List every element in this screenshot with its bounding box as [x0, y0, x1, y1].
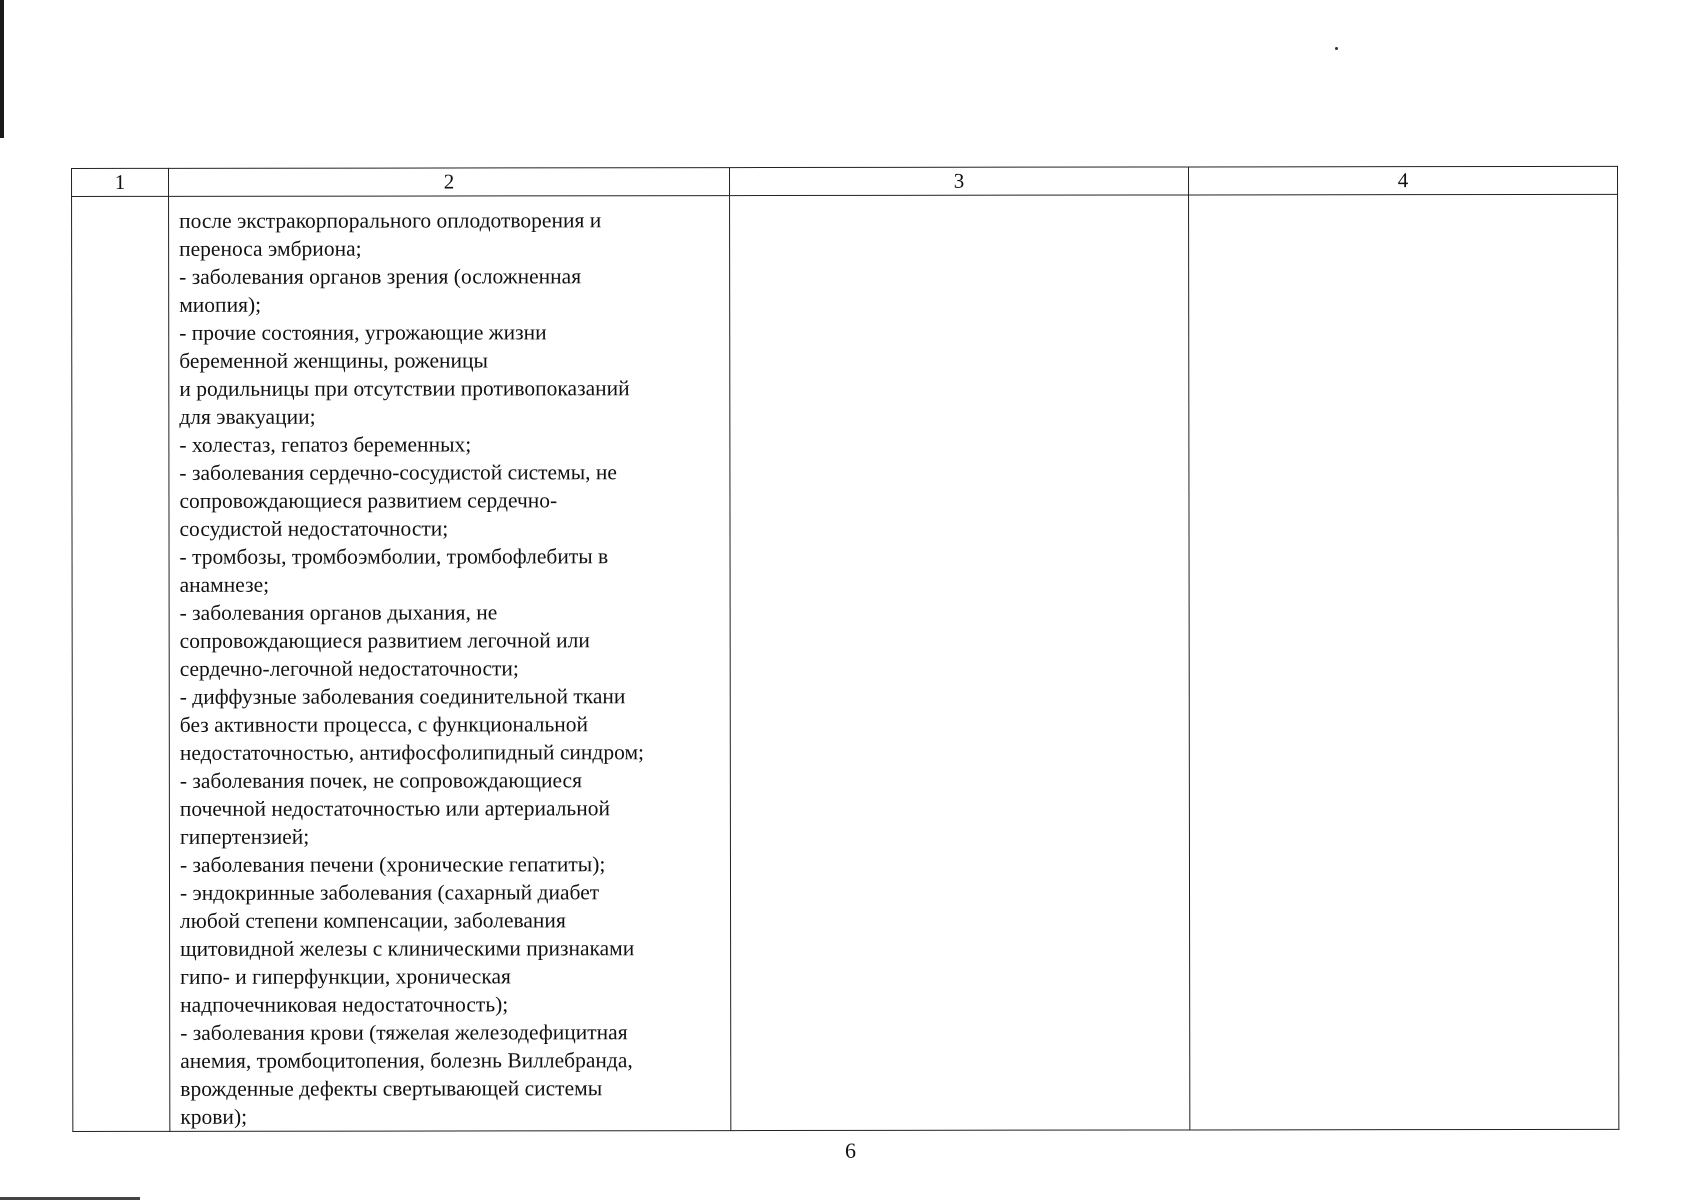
condition-line: - заболевания почек, не сопровождающиеся — [179, 768, 582, 793]
table-row — [72, 194, 1619, 1131]
condition-line: и родильницы при отсутствии противопоказаний — [179, 376, 630, 401]
condition-line: после экстракорпорального оплодотворения и — [179, 208, 602, 233]
condition-line: анамнезе; — [179, 572, 270, 597]
condition-line: - заболевания сердечно-сосудистой системы, не — [179, 460, 617, 485]
cell-col-1-text — [72, 197, 168, 207]
condition-list — [169, 196, 730, 1131]
column-number-2: 2 — [169, 168, 730, 197]
condition-line: недостаточностью, антифосфолипидный синдром; — [179, 740, 645, 765]
cell-col-3-text — [730, 195, 1188, 206]
page-number: 6 — [845, 1138, 856, 1163]
condition-line: - заболевания органов дыхания, не — [179, 600, 498, 625]
cell-col-2 — [169, 196, 731, 1132]
condition-line: - прочие состояния, угрожающие жизни — [179, 320, 547, 345]
condition-line: - заболевания органов зрения (осложненная — [179, 264, 582, 289]
condition-line: - холестаз, гепатоз беременных; — [179, 432, 472, 457]
condition-line: - диффузные заболевания соединительной ткани — [179, 684, 626, 709]
cell-col-1 — [72, 196, 170, 1131]
table-header-row — [72, 166, 1618, 196]
condition-line: - заболевания крови (тяжелая железодефицитная — [180, 1020, 628, 1045]
condition-line: сопровождающиеся развитием сердечно- — [179, 488, 558, 513]
document-table — [71, 166, 1619, 1132]
condition-line: сердечно-легочной недостаточности; — [179, 656, 519, 681]
column-number-4: 4 — [1188, 166, 1617, 195]
condition-line: анемия, тромбоцитопения, болезнь Виллебранда, — [180, 1048, 633, 1073]
scan-edge-mark — [0, 0, 4, 138]
scan-speck — [1335, 47, 1338, 50]
condition-line: надпочечниковая недостаточность); — [180, 992, 509, 1017]
condition-line: врожденные дефекты свертывающей системы — [180, 1076, 603, 1101]
condition-line: для эвакуации; — [179, 404, 316, 429]
condition-line: беременной женщины, роженицы — [179, 348, 489, 373]
condition-line: сопровождающиеся развитием легочной или — [179, 628, 590, 653]
condition-line: - заболевания печени (хронические гепатиты); — [179, 852, 606, 877]
condition-line: гипо- и гиперфункции, хроническая — [180, 964, 511, 989]
cell-col-4-text — [1189, 195, 1617, 206]
condition-line: щитовидной железы с клиническими признаками — [180, 936, 635, 961]
column-number-3: 3 — [730, 167, 1189, 196]
condition-line: почечной недостаточностью или артериальной — [179, 796, 611, 821]
condition-line: - тромбозы, тромбоэмболии, тромбофлебиты в — [179, 544, 609, 569]
condition-line: любой степени компенсации, заболевания — [180, 908, 566, 933]
condition-line: сосудистой недостаточности; — [179, 516, 449, 541]
column-number-1: 1 — [72, 168, 169, 196]
cell-col-3 — [730, 195, 1190, 1131]
condition-line: переноса эмбриона; — [179, 236, 362, 261]
cell-col-4 — [1189, 194, 1619, 1130]
condition-line: - эндокринные заболевания (сахарный диабет — [179, 880, 600, 905]
condition-line: крови); — [180, 1104, 248, 1129]
condition-line: миопия); — [179, 292, 262, 317]
condition-line: без активности процесса, с функциональной — [179, 712, 589, 737]
condition-line: гипертензией; — [179, 824, 310, 849]
